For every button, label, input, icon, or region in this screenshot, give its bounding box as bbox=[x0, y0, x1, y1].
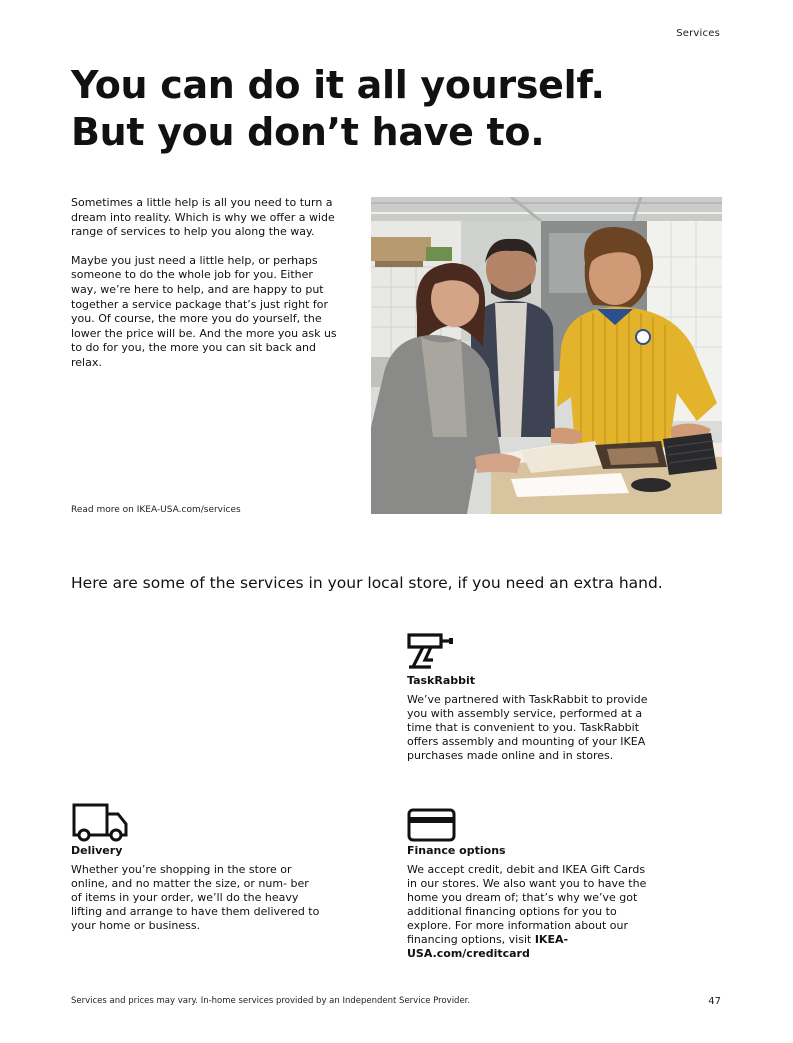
page-headline bbox=[71, 62, 605, 156]
intro-paragraph-1: Sometimes a little help is all you need to turn a dream into reality. Which is why we offer a wide range of services to help you along the way. bbox=[71, 196, 335, 239]
footer-disclaimer: Services and prices may vary. In-home services provided by an Independent Service Provider. bbox=[71, 996, 471, 1006]
intro-paragraph-2: Maybe you just need a little help, or perhaps someone to do the whole job for you. Either way, we’re here to help, and are happy to put together a service package that’s just right for you. Of course, the more you do yourself, the lower the price will be. And the more you ask us to do for you, the more you can sit back and relax. bbox=[71, 253, 337, 369]
service-finance bbox=[407, 800, 657, 961]
credit-card-icon bbox=[407, 800, 457, 844]
drill-icon bbox=[407, 630, 455, 674]
delivery-title: Delivery bbox=[71, 844, 123, 857]
finance-body-paragraph bbox=[407, 863, 657, 961]
service-taskrabbit bbox=[407, 630, 657, 763]
finance-body: We accept credit, debit and IKEA Gift Cards in our stores. We also want you to have the home you dream of; that’s why we’ve got additional financing options for you to explore. For more information about our financing options, visit bbox=[407, 863, 647, 946]
delivery-body: Whether you’re shopping in the store or online, and no matter the size, or num- ber of items in your order, we’ll do the heavy lifting and arrange to have them delivered to your home or business. bbox=[71, 863, 320, 932]
service-delivery bbox=[71, 800, 321, 933]
taskrabbit-title: TaskRabbit bbox=[407, 674, 476, 687]
taskrabbit-body: We’ve partnered with TaskRabbit to provide you with assembly service, performed at a time that is convenient to you. TaskRabbit offers assembly and mounting of your IKEA purchases made online and in stores. bbox=[407, 693, 648, 762]
finance-title: Finance options bbox=[407, 844, 506, 857]
read-more-link[interactable]: Read more on IKEA-USA.com/services bbox=[71, 505, 241, 515]
store-photo-illustration bbox=[371, 197, 722, 514]
services-subhead: Here are some of the services in your local store, if you need an extra hand. bbox=[71, 574, 663, 592]
page-number: 47 bbox=[708, 996, 721, 1007]
creditcard-link[interactable]: IKEA-USA.com/creditcard bbox=[407, 933, 569, 960]
store-photo bbox=[371, 197, 722, 514]
section-label: Services bbox=[676, 28, 720, 39]
headline-line-1: You can do it all yourself. bbox=[71, 63, 605, 107]
headline-line-2: But you don’t have to. bbox=[71, 110, 545, 154]
truck-icon bbox=[71, 800, 131, 844]
intro-text bbox=[71, 196, 341, 385]
